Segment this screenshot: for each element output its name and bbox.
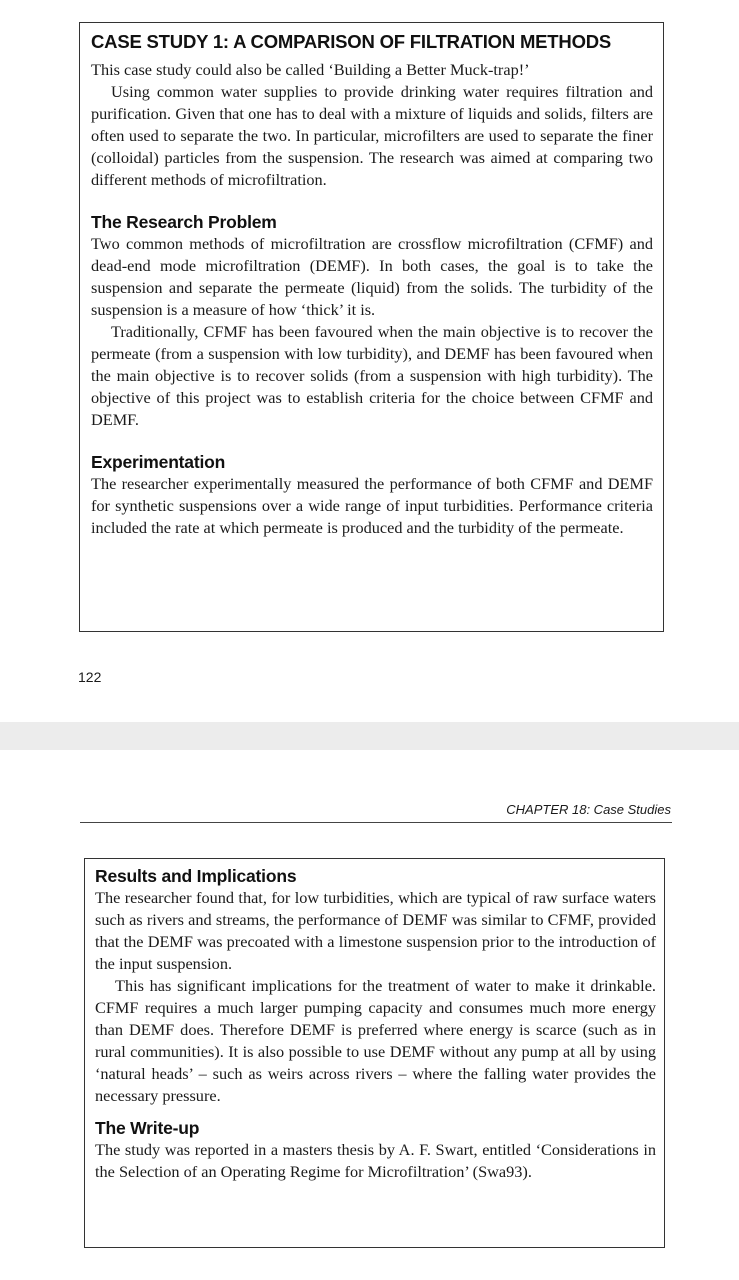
page-number: 122 — [78, 669, 102, 685]
case-study-title: CASE STUDY 1: A COMPARISON OF FILTRATION METHODS — [91, 31, 612, 52]
research-problem-paragraph-1: Two common methods of microfiltration are crossflow microfiltration (CFMF) and dead-end mode microfiltration (DEMF). In both cases, the goal is to take the suspension and separate the permeate (liquid) from the solids. The turbidity of the suspension is a measure of how ‘thick’ it is. — [91, 234, 653, 319]
research-problem-paragraph-2: Traditionally, CFMF has been favoured when the main objective is to recover the permeate (from a suspension with low turbidity), and DEMF has been favoured when the main objective is to recover solids (from a suspension with high turbidity). The objective of this project was to establish criteria for the choice between CFMF and DEMF. — [91, 322, 653, 429]
experimentation-paragraph: The researcher experimentally measured the performance of both CFMF and DEMF for synthetic suspensions over a wide range of input turbidities. Performance criteria included the rate at which permeate is produced and the turbidity of the permeate. — [91, 474, 653, 537]
write-up-heading: The Write-up — [95, 1118, 200, 1138]
experimentation-heading: Experimentation — [91, 452, 226, 472]
page-separator — [0, 722, 739, 750]
results-heading: Results and Implications — [95, 866, 297, 886]
research-problem-heading: The Research Problem — [91, 212, 277, 232]
write-up-paragraph: The study was reported in a masters thesis by A. F. Swart, entitled ‘Considerations in the Selection of an Operating Regime for Microfiltration’ (Swa93). — [95, 1140, 656, 1181]
results-paragraph-1: The researcher found that, for low turbidities, which are typical of raw surface waters such as rivers and streams, the performance of DEMF was similar to CFMF, provided that the DEMF was precoated with a limestone suspension prior to the introduction of the input suspension. — [95, 888, 656, 973]
page-123 — [0, 750, 739, 1280]
running-head: CHAPTER 18: Case Studies — [506, 802, 671, 817]
intro-paragraph-2: Using common water supplies to provide drinking water requires filtration and purification. Given that one has to deal with a mixture of liquids and solids, filters are often used to separate the two. In particular, microfilters are used to separate the finer (colloidal) particles from the suspension. The research was aimed at comparing two different methods of microfiltration. — [91, 82, 653, 189]
intro-paragraph-1: This case study could also be called ‘Building a Better Muck-trap!’ — [91, 60, 530, 79]
header-rule — [80, 822, 672, 823]
results-paragraph-2: This has significant implications for the treatment of water to make it drinkable. CFMF requires a much larger pumping capacity and consumes much more energy than DEMF does. Therefore DEMF is preferred where energy is scarce (such as in rural communities). It is also possible to use DEMF without any pump at all by using ‘natural heads’ – such as weirs across rivers – where the falling water provides the necessary pressure. — [95, 976, 656, 1105]
case-study-box-continued — [84, 858, 665, 1248]
case-study-box — [79, 22, 664, 632]
